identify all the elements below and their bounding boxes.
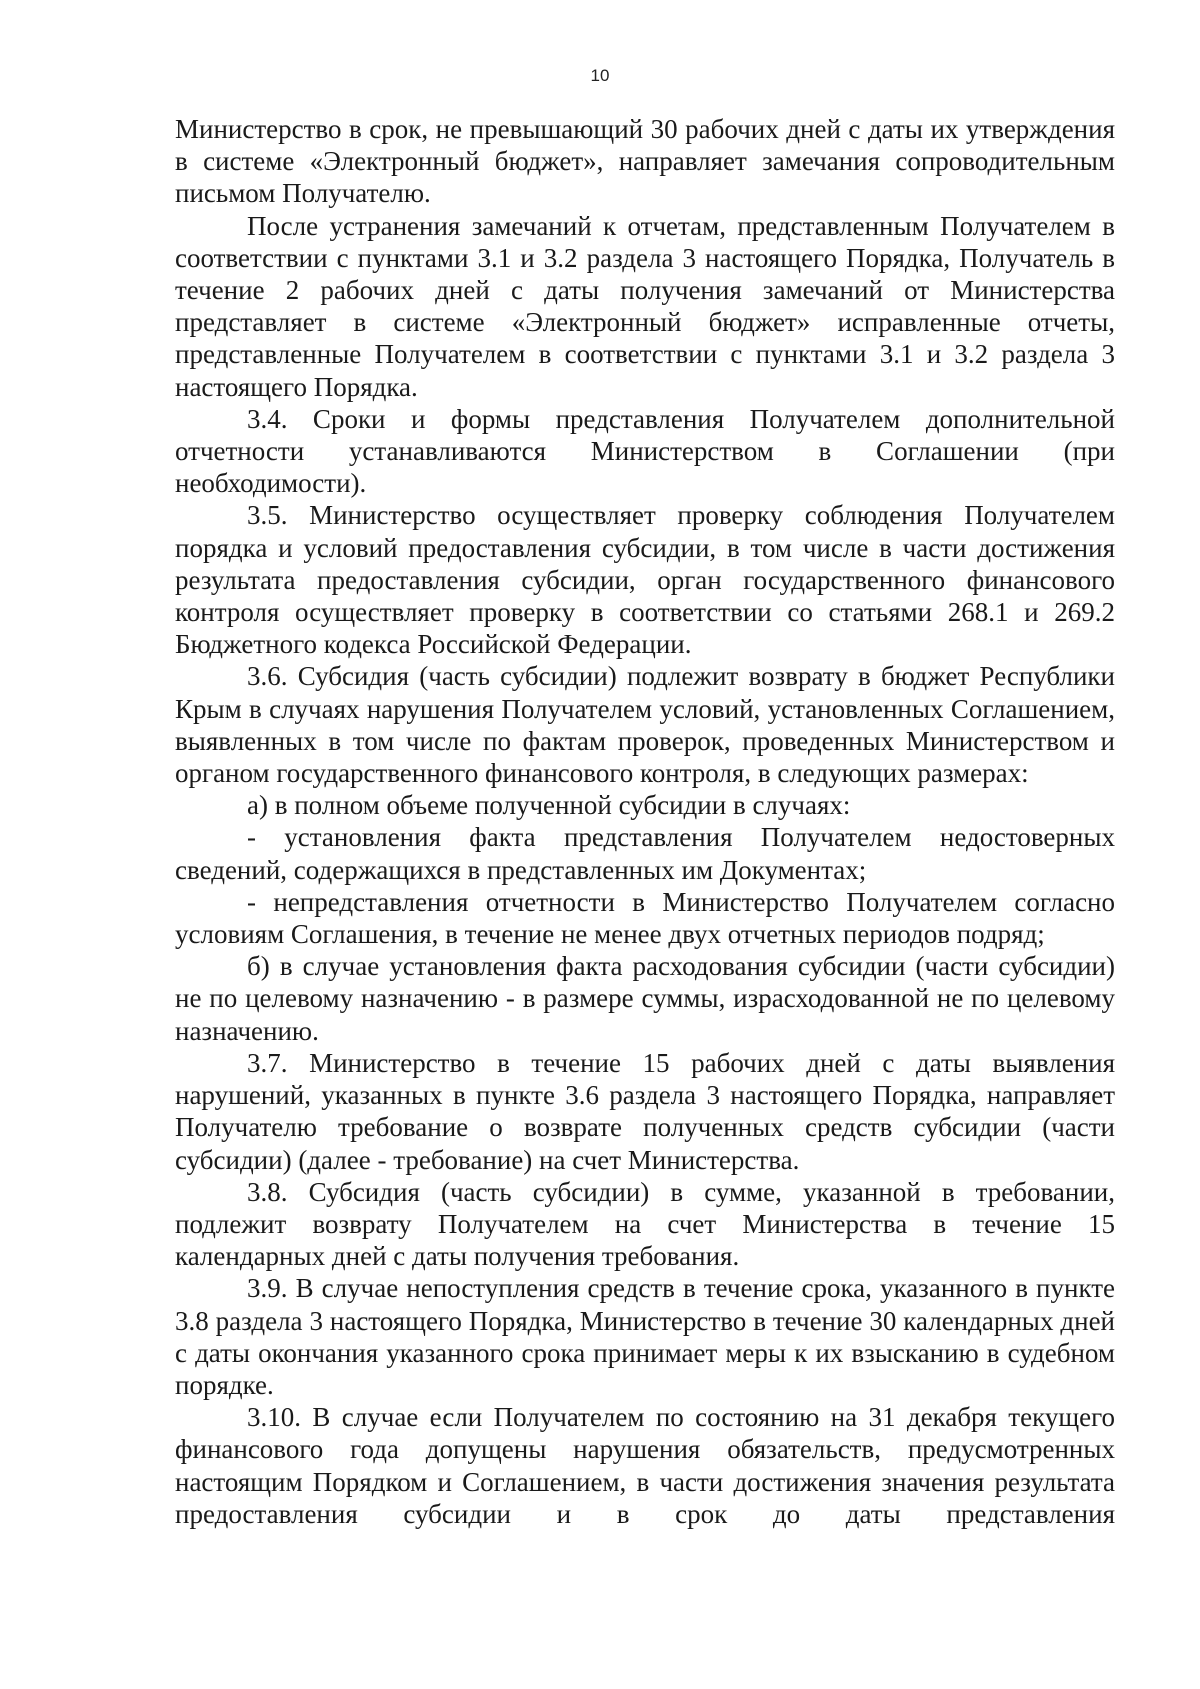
paragraph-3-6-b: б) в случае установления факта расходования субсидии (части субсидии) не по целевому назначению - в размере суммы, израсходованной не по целевому назначению. <box>175 951 1115 1046</box>
paragraph-corrected-reports: После устранения замечаний к отчетам, представленным Получателем в соответствии с пунктами 3.1 и 3.2 раздела 3 настоящего Порядка, Получатель в течение 2 рабочих дней с даты получения замечаний от Министерства представляет в системе «Электронный бюджет» исправленные отчеты, представленные Получателем в соответствии с пунктами 3.1 и 3.2 раздела 3 настоящего Порядка. <box>175 210 1115 402</box>
paragraph-3-9: 3.9. В случае непоступления средств в течение срока, указанного в пункте 3.8 раздела 3 настоящего Порядка, Министерство в течение 30 календарных дней с даты окончания указанного срока принимает меры к их взысканию в судебном порядке. <box>175 1273 1115 1400</box>
paragraph-3-8: 3.8. Субсидия (часть субсидии) в сумме, указанной в требовании, подлежит возврату Получателем на счет Министерства в течение 15 календарных дней с даты получения требования. <box>175 1176 1115 1272</box>
paragraph-3-5: 3.5. Министерство осуществляет проверку соблюдения Получателем порядка и условий предоставления субсидии, в том числе в части достижения результата предоставления субсидии, орган государственного финансового контроля осуществляет проверку в соответствии со статьями 268.1 и 269.2 Бюджетного кодекса Российской Федерации. <box>175 500 1115 660</box>
paragraph-3-6-a-item-2: - непредставления отчетности в Министерство Получателем согласно условиям Соглашения, в течение не менее двух отчетных периодов подряд; <box>175 886 1115 950</box>
paragraph-3-6: 3.6. Субсидия (часть субсидии) подлежит возврату в бюджет Республики Крым в случаях нарушения Получателем условий, установленных Соглашением, выявленных в том числе по фактам проверок, проведенных Министерством и органом государственного финансового контроля, в следующих размерах: <box>175 661 1115 789</box>
paragraph-3-7: 3.7. Министерство в течение 15 рабочих дней с даты выявления нарушений, указанных в пункте 3.6 раздела 3 настоящего Порядка, направляет Получателю требование о возврате полученных средств субсидии (части субсидии) (далее - требование) на счет Министерства. <box>175 1047 1115 1175</box>
document-body <box>175 113 1115 1530</box>
paragraph-3-4: 3.4. Сроки и формы представления Получателем дополнительной отчетности устанавливаются Министерством в Соглашении (при необходимости). <box>175 403 1115 499</box>
paragraph-3-10: 3.10. В случае если Получателем по состоянию на 31 декабря текущего финансового года допущены нарушения обязательств, предусмотренных настоящим Порядком и Соглашением, в части достижения значения результата предоставления субсидии и в срок до даты представления <box>175 1402 1115 1529</box>
paragraph-remarks-letter: Министерство в срок, не превышающий 30 рабочих дней с даты их утверждения в системе «Электронный бюджет», направляет замечания сопроводительным письмом Получателю. <box>175 114 1115 209</box>
paragraph-3-6-a-item-1: - установления факта представления Получателем недостоверных сведений, содержащихся в представленных им Документах; <box>175 822 1115 885</box>
paragraph-3-6-a: а) в полном объеме полученной субсидии в случаях: <box>247 790 851 821</box>
page-number: 10 <box>590 66 610 85</box>
